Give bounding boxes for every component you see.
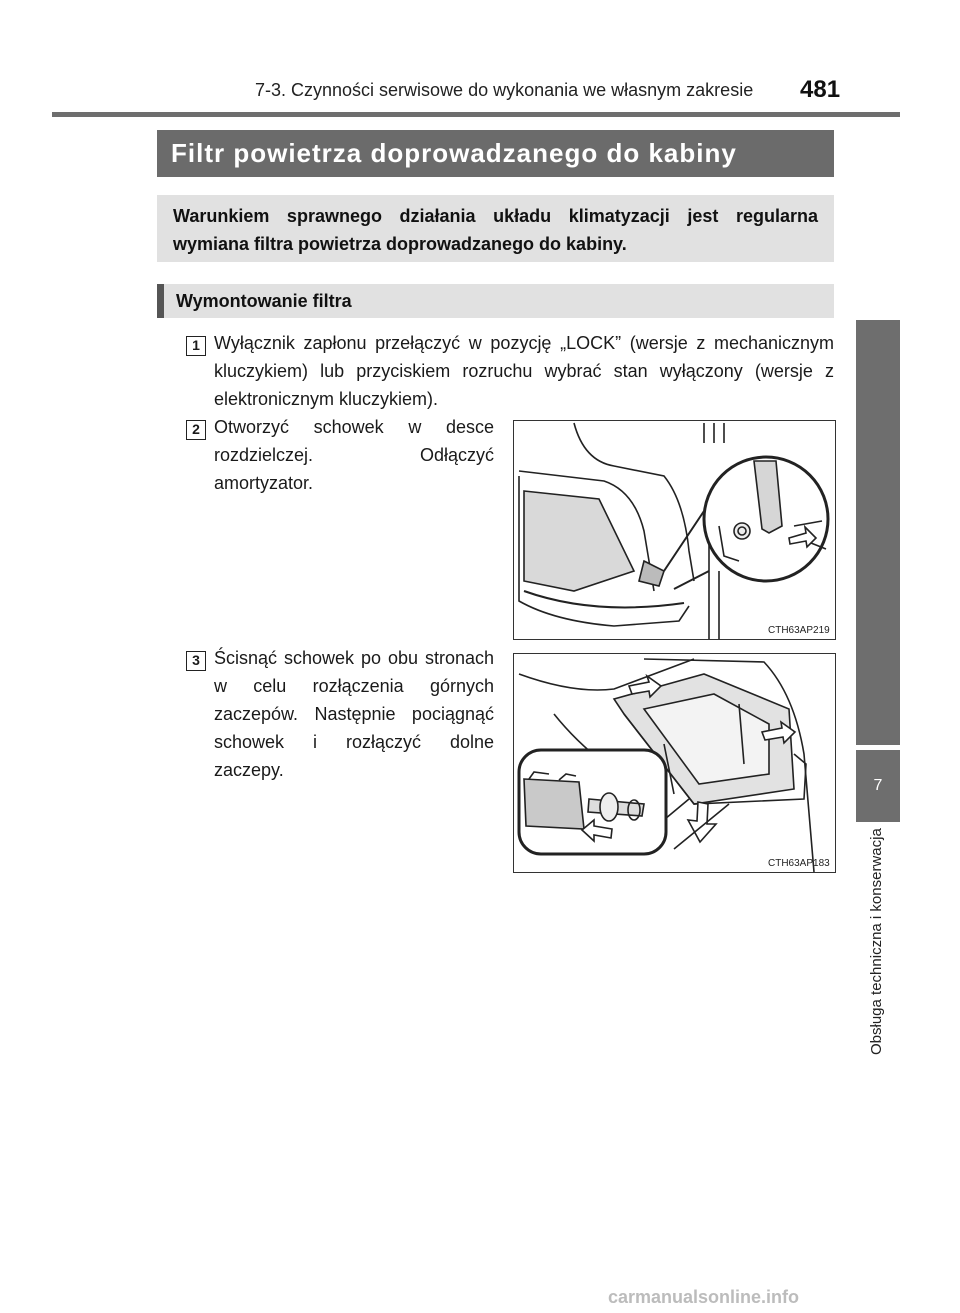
page-number: 481	[800, 76, 841, 103]
figure-1-code: CTH63AP219	[768, 625, 830, 636]
step-number-2: 2	[186, 420, 206, 440]
glovebox-damper-illustration-icon	[513, 420, 836, 640]
chapter-number: 7	[856, 750, 900, 822]
watermark: carmanualsonline.info	[608, 1287, 800, 1307]
page-title: Filtr powietrza doprowadzanego do kabiny	[157, 130, 834, 177]
header-divider	[52, 112, 900, 117]
figure-1-drawing	[514, 421, 835, 639]
glovebox-removal-illustration-icon	[513, 653, 836, 873]
chapter-label: Obsługa techniczna i konserwacja	[868, 828, 885, 1055]
running-header-section: 7-3. Czynności serwisowe do wykonania we własnym zakresie	[255, 80, 754, 100]
section-heading: Wymontowanie filtra	[157, 284, 834, 318]
step-1-text: Wyłącznik zapłonu przełączyć w pozycję „LOCK” (wersje z mechanicznym kluczykiem) lub przyciskiem rozruchu wybrać stan wyłączony (wersje z elektronicznym kluczykiem).	[214, 333, 834, 409]
figure-2-drawing	[514, 654, 835, 872]
intro-box: Warunkiem sprawnego działania układu klimatyzacji jest regularna wymiana filtra powietrza doprowadzanego do kabiny.	[157, 195, 834, 262]
step-3-text: Ścisnąć schowek po obu stronach w celu rozłączenia górnych zaczepów. Następnie pociągnąć schowek i rozłączyć dolne zaczepy.	[214, 648, 494, 780]
step-2-text: Otworzyć schowek w desce rozdzielczej. Odłączyć amortyzator.	[214, 417, 494, 493]
side-tab-bar	[856, 320, 900, 745]
figure-2-code: CTH63AP183	[768, 858, 830, 869]
step-number-3: 3	[186, 651, 206, 671]
step-number-1: 1	[186, 336, 206, 356]
